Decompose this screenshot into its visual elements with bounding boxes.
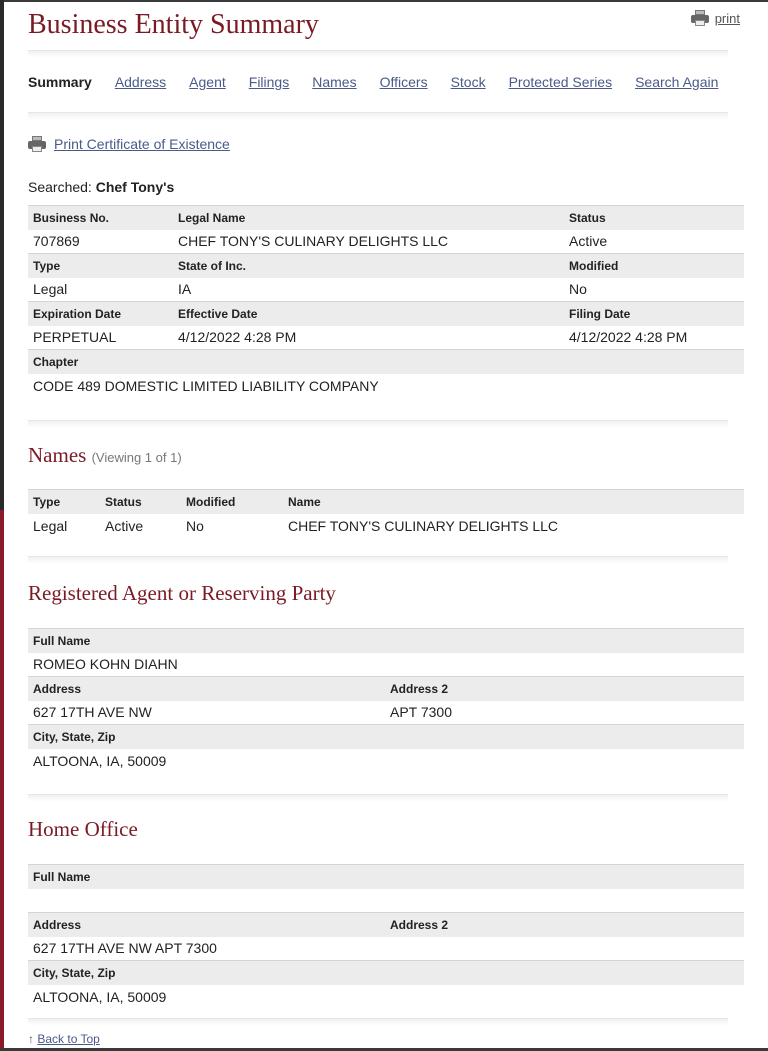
column-header: Type xyxy=(28,254,173,278)
print-certificate-label: Print Certificate of Existence xyxy=(54,136,230,152)
chapter-value: CODE 489 DOMESTIC LIMITED LIABILITY COMPANY xyxy=(33,377,379,394)
home-office-table xyxy=(28,864,744,1009)
column-header: Expiration Date xyxy=(28,302,173,326)
agent-city-state-zip: ALTOONA, IA, 50009 xyxy=(33,752,167,769)
table-header-row xyxy=(28,254,744,278)
table-header-row xyxy=(28,629,744,653)
column-header: Status xyxy=(100,490,181,514)
modified-value: No xyxy=(569,281,587,298)
names-viewing-count: (Viewing 1 of 1) xyxy=(91,450,182,465)
table-row xyxy=(28,985,744,1009)
divider xyxy=(28,794,728,802)
business-number: 707869 xyxy=(33,233,80,250)
home-office-section-title: Home Office xyxy=(28,817,138,841)
tab-search-again[interactable]: Search Again xyxy=(635,74,719,90)
column-header: Business No. xyxy=(28,206,173,230)
home-office-address-2 xyxy=(385,937,744,961)
column-header: Name xyxy=(283,490,744,514)
table-row xyxy=(28,514,744,538)
table-row xyxy=(28,278,744,302)
tab-bar xyxy=(28,74,741,90)
names-table xyxy=(28,489,744,538)
tab-agent[interactable]: Agent xyxy=(189,74,226,90)
divider xyxy=(28,556,728,564)
searched-label: Searched: xyxy=(28,179,92,195)
effective-value: 4/12/2022 4:28 PM xyxy=(178,329,297,346)
column-header: State of Inc. xyxy=(173,254,564,278)
table-header-row xyxy=(28,865,744,889)
divider xyxy=(28,420,728,428)
window-top-edge xyxy=(0,0,768,2)
legal-name: CHEF TONY'S CULINARY DELIGHTS LLC xyxy=(178,233,449,250)
home-office-full-name xyxy=(28,889,744,913)
expiration-value: PERPETUAL xyxy=(33,329,117,346)
column-header: Filing Date xyxy=(564,302,744,326)
agent-address-2: APT 7300 xyxy=(390,704,453,721)
name-status: Active xyxy=(105,517,144,534)
back-to-top-label: Back to Top xyxy=(37,1032,100,1046)
summary-table xyxy=(28,205,744,398)
table-header-row xyxy=(28,206,744,230)
column-header: Chapter xyxy=(28,350,744,374)
type-value: Legal xyxy=(33,281,68,298)
table-row xyxy=(28,653,744,677)
table-header-row xyxy=(28,913,744,937)
column-header: Type xyxy=(28,490,100,514)
name-type: Legal xyxy=(33,517,68,534)
table-row xyxy=(28,889,744,913)
tab-stock[interactable]: Stock xyxy=(450,74,486,90)
tab-protected-series[interactable]: Protected Series xyxy=(508,74,613,90)
print-link[interactable] xyxy=(691,10,740,26)
column-header: Legal Name xyxy=(173,206,564,230)
searched-value: Chef Tony's xyxy=(95,179,175,195)
agent-address: 627 17TH AVE NW xyxy=(33,704,152,721)
window-left-edge xyxy=(0,0,4,1051)
table-row xyxy=(28,701,744,725)
page-title: Business Entity Summary xyxy=(28,9,319,40)
print-certificate-link[interactable] xyxy=(28,136,230,152)
column-header: Full Name xyxy=(28,865,744,889)
searched-line xyxy=(28,179,174,195)
name-value: CHEF TONY'S CULINARY DELIGHTS LLC xyxy=(288,517,559,534)
filing-value: 4/12/2022 4:28 PM xyxy=(569,329,688,346)
table-row xyxy=(28,230,744,254)
column-header: Status xyxy=(564,206,744,230)
tab-officers[interactable]: Officers xyxy=(379,74,428,90)
table-row xyxy=(28,326,744,350)
divider xyxy=(28,1018,728,1026)
agent-section-title: Registered Agent or Reserving Party xyxy=(28,581,336,605)
table-row xyxy=(28,374,744,398)
name-modified: No xyxy=(186,517,204,534)
column-header: Address 2 xyxy=(385,677,744,701)
print-label: print xyxy=(714,10,740,26)
state-value: IA xyxy=(178,281,192,298)
home-office-address: 627 17TH AVE NW APT 7300 xyxy=(33,940,217,957)
column-header: Address 2 xyxy=(385,913,744,937)
table-header-row xyxy=(28,961,744,985)
column-header: Address xyxy=(28,677,385,701)
column-header: Effective Date xyxy=(173,302,564,326)
arrow-up-icon: ↑ xyxy=(28,1032,34,1046)
home-office-city-state-zip: ALTOONA, IA, 50009 xyxy=(33,988,167,1005)
printer-icon xyxy=(28,136,46,152)
back-to-top-link[interactable] xyxy=(28,1032,100,1046)
table-row xyxy=(28,937,744,961)
table-header-row xyxy=(28,677,744,701)
printer-icon xyxy=(691,10,709,26)
tab-summary[interactable]: Summary xyxy=(28,74,92,90)
tab-filings[interactable]: Filings xyxy=(248,74,290,90)
divider xyxy=(28,112,728,120)
column-header: Modified xyxy=(181,490,283,514)
tab-names[interactable]: Names xyxy=(312,74,357,90)
status-value: Active xyxy=(569,233,608,250)
column-header: City, State, Zip xyxy=(28,961,744,985)
tab-address[interactable]: Address xyxy=(114,74,167,90)
names-section-title xyxy=(28,443,182,468)
table-header-row xyxy=(28,350,744,374)
divider xyxy=(28,50,728,58)
table-header-row xyxy=(28,302,744,326)
column-header: Modified xyxy=(564,254,744,278)
names-title: Names xyxy=(28,443,87,467)
column-header: Address xyxy=(28,913,385,937)
table-header-row xyxy=(28,490,744,514)
agent-full-name: ROMEO KOHN DIAHN xyxy=(33,656,178,673)
table-row xyxy=(28,749,744,773)
table-header-row xyxy=(28,725,744,749)
column-header: Full Name xyxy=(28,629,744,653)
column-header: City, State, Zip xyxy=(28,725,744,749)
agent-table xyxy=(28,628,744,773)
